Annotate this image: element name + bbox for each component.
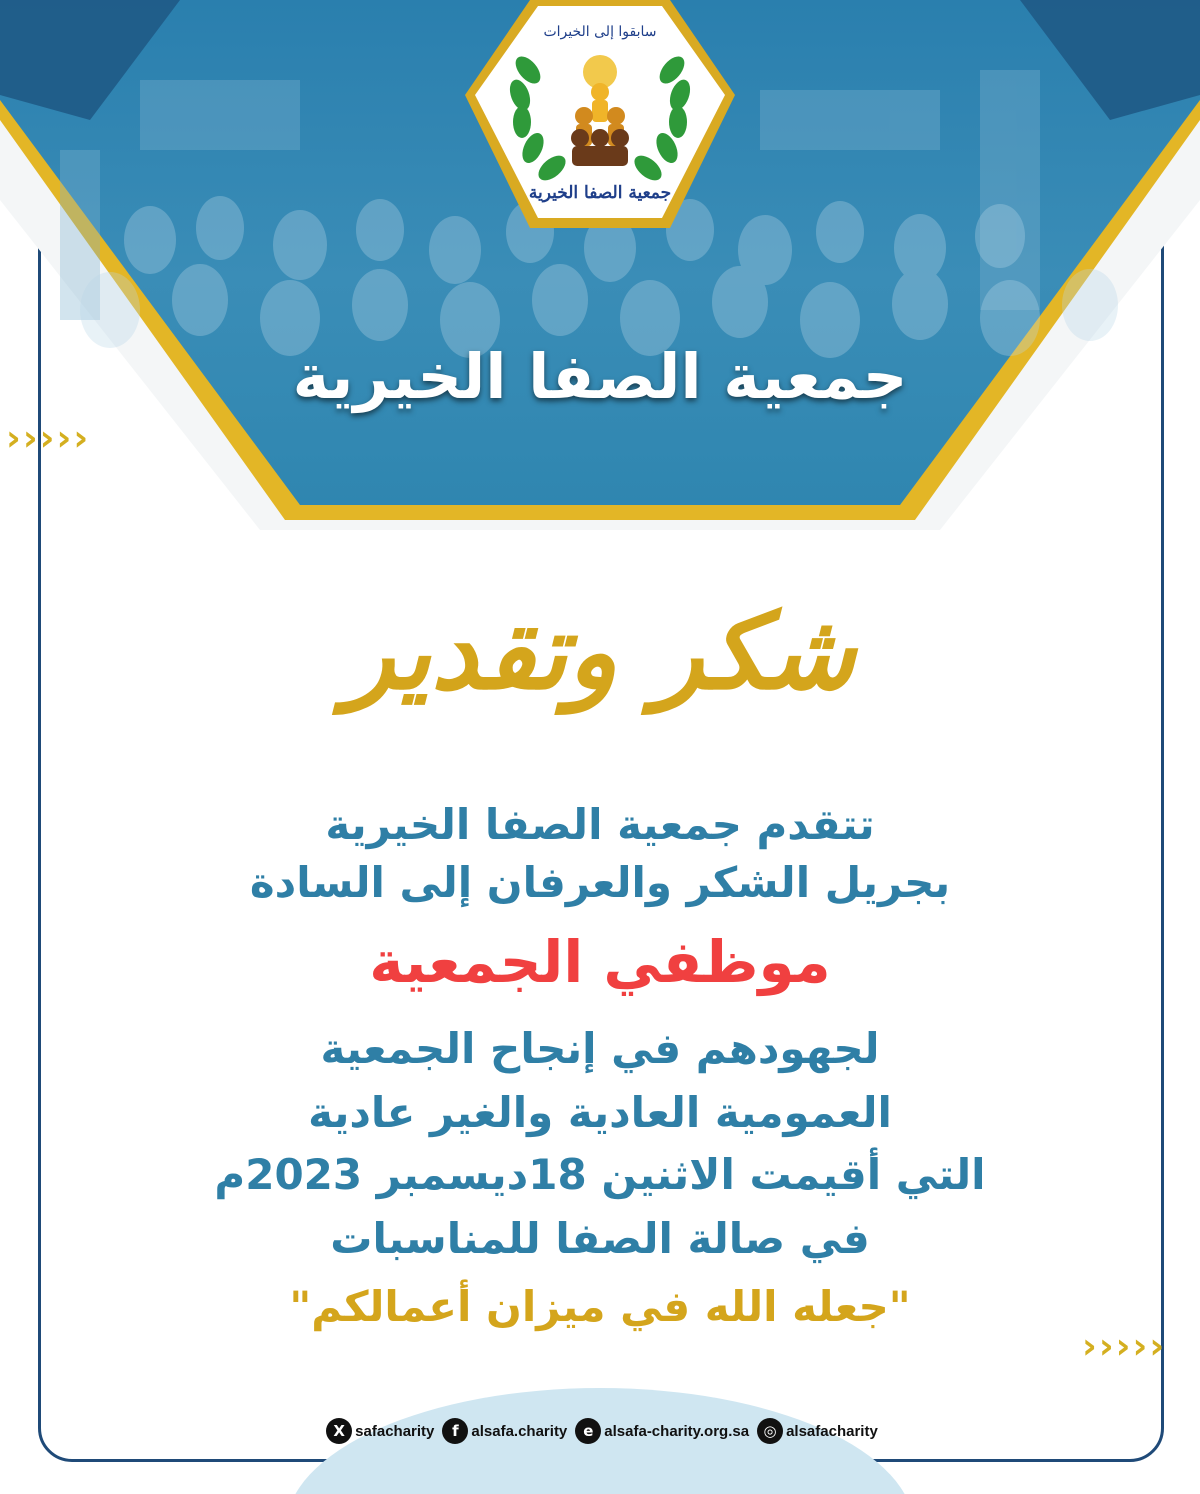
social-label-x: safacharity [355, 1422, 435, 1440]
message-line-2: بجريل الشكر والعرفان إلى السادة [249, 858, 951, 907]
facebook-icon: f [442, 1418, 468, 1444]
web-icon: e [575, 1418, 601, 1444]
social-link-facebook[interactable] [442, 1418, 567, 1444]
social-link-x[interactable] [326, 1418, 434, 1444]
message-line-1: تتقدم جمعية الصفا الخيرية [325, 800, 875, 849]
message-line-3: لجهودهم في إنجاح الجمعية [320, 1024, 880, 1073]
x-icon: X [326, 1418, 352, 1444]
instagram-icon: ◎ [757, 1418, 783, 1444]
header-title: جمعية الصفا الخيرية [292, 340, 908, 413]
message-line-4: العمومية العادية والغير عادية [308, 1088, 892, 1137]
social-label-website: alsafa-charity.org.sa [604, 1422, 750, 1440]
social-label-instagram: alsafacharity [786, 1422, 878, 1440]
emblem-top-text: سابقوا إلى الخيرات [543, 24, 657, 40]
message-line-5: التي أقيمت الاثنين 18ديسمبر 2023م [214, 1150, 986, 1199]
prayer-text: "جعله الله في ميزان أعمالكم" [289, 1282, 911, 1331]
social-links-bar [296, 1416, 908, 1446]
social-link-instagram[interactable] [757, 1418, 878, 1444]
chevron-decoration-right: ››››› [1082, 1326, 1167, 1367]
honoree-text: موظفي الجمعية [369, 928, 831, 996]
calligraphy-heading: شكر وتقدير [344, 590, 856, 713]
message-line-6: في صالة الصفا للمناسبات [330, 1214, 870, 1263]
social-label-facebook: alsafa.charity [471, 1422, 568, 1440]
social-link-website[interactable] [575, 1418, 749, 1444]
emblem-bottom-text: جمعية الصفا الخيرية [528, 183, 672, 203]
logo-emblem [0, 0, 1200, 240]
chevron-decoration-left: ››››› [6, 418, 91, 459]
